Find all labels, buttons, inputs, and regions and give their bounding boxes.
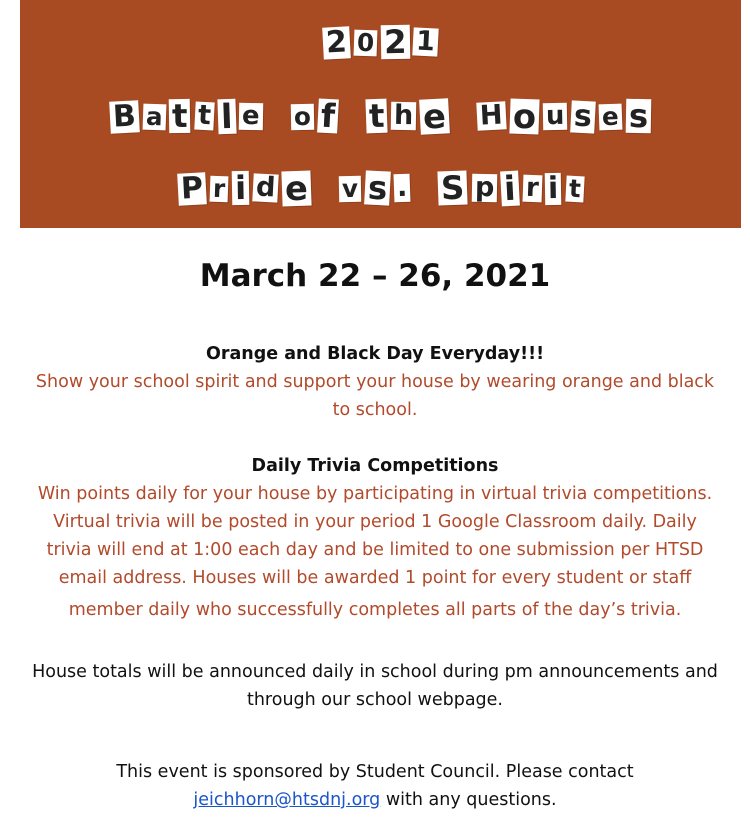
sponsor-note — [0, 758, 750, 814]
banner-title-letter: e — [420, 98, 451, 135]
section-orange-black — [0, 340, 750, 424]
section-orange-black-body-2: to school. — [332, 400, 418, 420]
banner-title-letter: f — [317, 99, 339, 134]
banner-title-letter: s — [571, 100, 596, 133]
banner-title-letter: h — [391, 102, 417, 131]
banner-subtitle-letter: . — [394, 174, 411, 203]
banner-title-letter: s — [626, 99, 652, 133]
banner-subtitle — [20, 168, 741, 209]
house-totals-line-2: through our school webpage. — [246, 690, 503, 710]
banner-title-letter: a — [142, 103, 165, 130]
title-banner — [20, 0, 741, 228]
banner-year-word — [321, 24, 440, 60]
banner-title-letter: l — [217, 99, 236, 135]
banner-year-letter: 2 — [381, 25, 410, 60]
section-trivia-heading: Daily Trivia Competitions — [251, 456, 499, 476]
banner-subtitle-letter: i — [500, 170, 519, 206]
banner-subtitle-letter: i — [231, 171, 249, 205]
banner-subtitle-letter: r — [209, 175, 228, 201]
section-trivia — [0, 452, 750, 624]
banner-subtitle-word — [337, 170, 413, 206]
banner-subtitle-letter: d — [252, 174, 279, 204]
banner-subtitle-letter: s — [364, 171, 391, 206]
banner-year — [20, 24, 741, 60]
banner-title-letter: o — [291, 103, 314, 129]
sponsor-line-1: This event is sponsored by Student Council. Please contact — [116, 762, 634, 782]
banner-title-letter: e — [599, 103, 623, 130]
banner-title-letter: B — [109, 100, 139, 133]
sponsor-line-2-text: with any questions. — [380, 790, 557, 810]
section-trivia-line: email address. Houses will be awarded 1 point for every student or staff — [58, 568, 692, 588]
banner-title-letter: o — [509, 98, 539, 134]
banner-subtitle-letter: v — [339, 175, 361, 201]
banner-title-word — [108, 96, 265, 137]
banner-year-letter: 2 — [322, 26, 350, 59]
sponsor-line-2 — [0, 786, 750, 814]
section-trivia-line: trivia will end at 1:00 each day and be limited to one submission per HTSD — [46, 540, 704, 560]
banner-subtitle-letter: t — [565, 175, 584, 202]
banner-title-letter: t — [194, 102, 214, 131]
banner-subtitle-letter: e — [282, 170, 312, 206]
house-totals — [0, 658, 750, 714]
banner-title-word — [364, 96, 452, 137]
banner-title — [20, 96, 741, 137]
banner-title-word — [289, 98, 340, 134]
event-date: March 22 – 26, 2021 — [199, 258, 551, 294]
banner-subtitle-word — [436, 168, 585, 209]
banner-year-letter: 0 — [353, 29, 377, 56]
banner-year-letter: 1 — [413, 28, 439, 58]
banner-title-letter: t — [365, 99, 388, 134]
banner-subtitle-letter: r — [522, 175, 542, 203]
banner-title-word — [475, 96, 653, 137]
banner-subtitle-word — [176, 168, 313, 209]
banner-subtitle-letter: p — [472, 174, 498, 203]
banner-subtitle-letter: P — [177, 172, 207, 205]
section-trivia-line: member daily who successfully completes all parts of the day’s trivia. — [68, 600, 682, 620]
banner-title-letter: t — [169, 99, 191, 133]
house-totals-line-1: House totals will be announced daily in school during pm announcements and — [32, 662, 718, 682]
banner-title-letter: u — [543, 103, 568, 130]
section-trivia-line: Win points daily for your house by participating in virtual trivia competitions. — [37, 484, 713, 504]
section-trivia-line: Virtual trivia will be posted in your period 1 Google Classroom daily. Daily — [53, 512, 697, 532]
banner-subtitle-letter: i — [545, 173, 562, 205]
section-orange-black-heading: Orange and Black Day Everyday!!! — [205, 344, 545, 364]
banner-subtitle-letter: S — [438, 171, 469, 206]
banner-title-letter: e — [239, 103, 263, 130]
contact-email-link[interactable]: jeichhorn@htsdnj.org — [193, 790, 381, 810]
section-orange-black-body-1: Show your school spirit and support your house by wearing orange and black — [35, 372, 715, 392]
banner-title-letter: H — [477, 102, 507, 132]
